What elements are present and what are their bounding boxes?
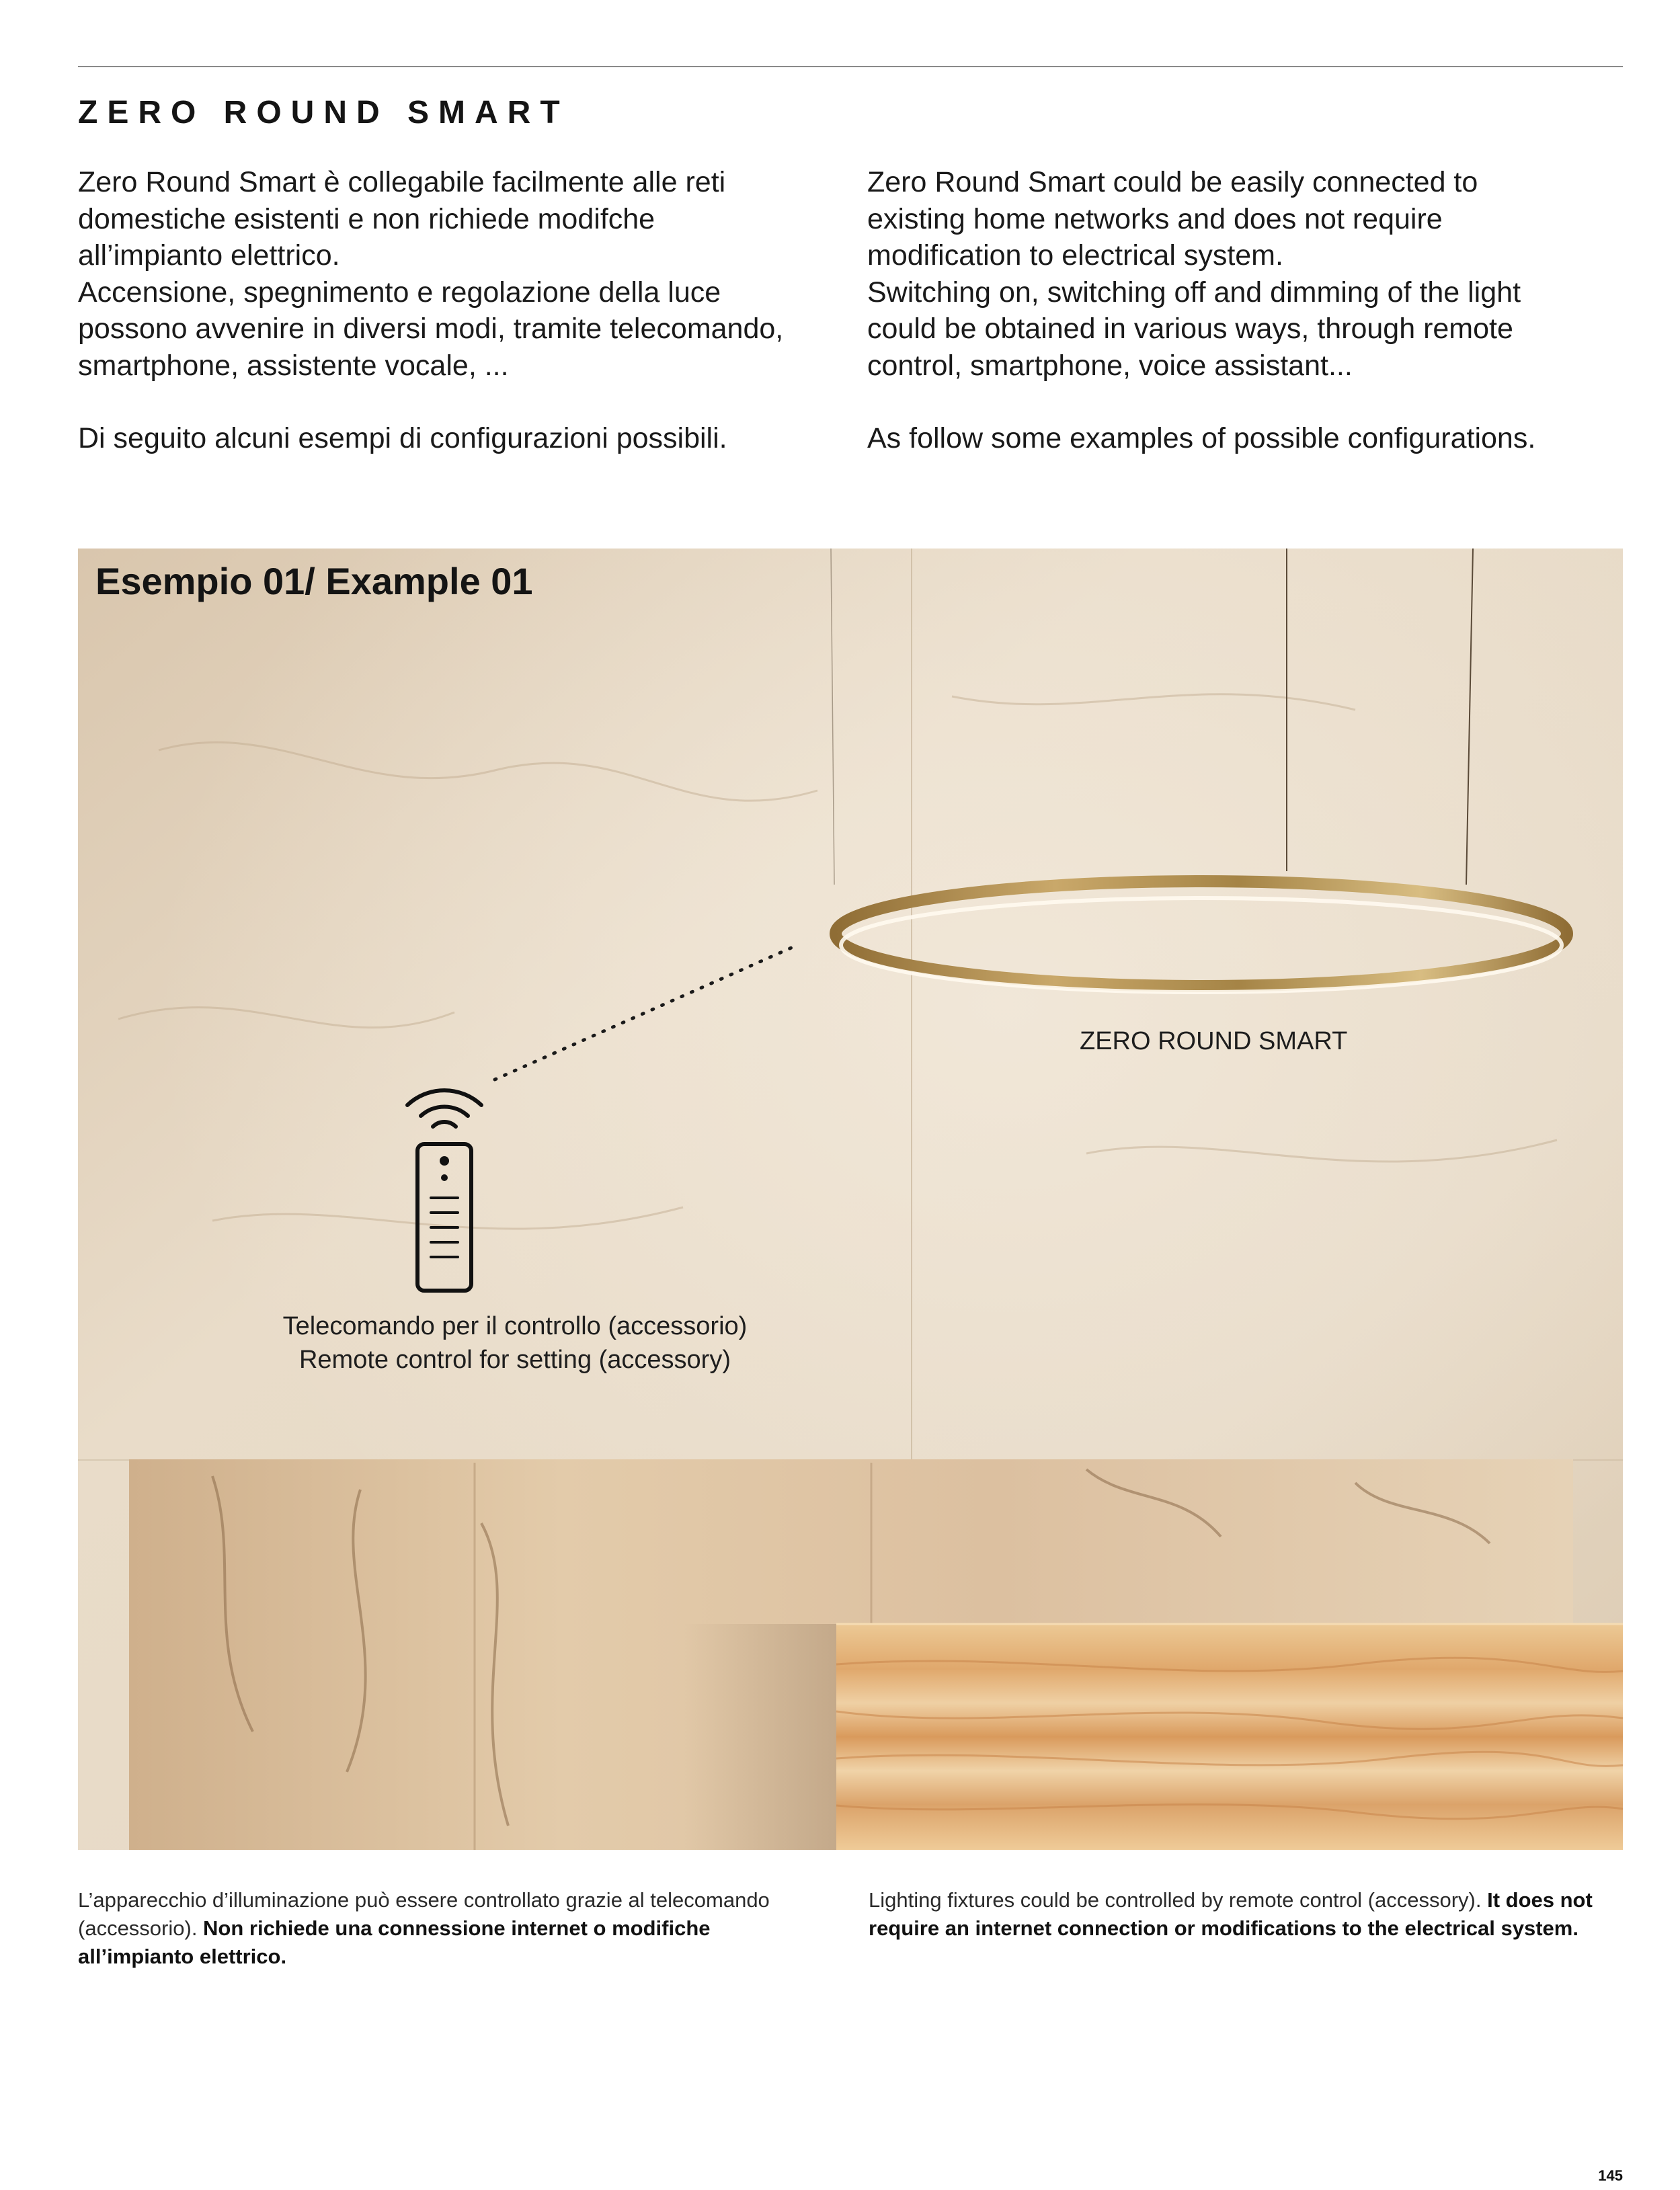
intro-italian [78, 164, 791, 457]
example-photo [78, 549, 1623, 1850]
lamp-label: ZERO ROUND SMART [1080, 1027, 1348, 1055]
intro-en-paragraph-2: Switching on, switching off and dimming of the light could be obtained in various ways, through remote control, smartphone, voice assistant... [867, 276, 1521, 382]
intro-english [867, 164, 1580, 457]
intro-it-paragraph-3: Di seguito alcuni esempi di configurazioni possibili. [78, 422, 727, 454]
caption-italian [78, 1886, 824, 1971]
intro-it-paragraph-2: Accensione, spegnimento e regolazione della luce possono avvenire in diversi modi, tramite telecomando, smartphone, assistente vocale, ... [78, 276, 784, 382]
remote-label [152, 1309, 878, 1377]
caption-it-text: L’apparecchio d’illuminazione può essere controllato grazie al telecomando (accessorio). [78, 1888, 770, 1940]
remote-control-icon [394, 1070, 508, 1299]
top-rule [78, 66, 1623, 67]
caption-en-bold: It does not require an internet connection or modifications to the electrical system. [869, 1888, 1593, 1940]
example-label: Esempio 01/ Example 01 [95, 560, 533, 602]
caption-it-bold: Non richiede una connessione internet o modifiche all’impianto elettrico. [78, 1916, 711, 1968]
page-title: ZERO ROUND SMART [78, 95, 569, 130]
remote-label-english: Remote control for setting (accessory) [298, 1346, 731, 1374]
intro-en-paragraph-1: Zero Round Smart could be easily connected to existing home networks and does not require modification to electrical system. [867, 166, 1478, 272]
wifi-signal-icon [407, 1090, 481, 1127]
remote-label-italian: Telecomando per il controllo (accessorio) [282, 1312, 748, 1340]
intro-en-paragraph-3: As follow some examples of possible configurations. [867, 422, 1536, 454]
page-number: 145 [1598, 2167, 1623, 2184]
intro-it-paragraph-1: Zero Round Smart è collegabile facilmente alle reti domestiche esistenti e non richiede modifche all’impianto elettrico. [78, 166, 726, 272]
caption-en-text: Lighting fixtures could be controlled by remote control (accessory). [869, 1888, 1488, 1912]
interior-scene [78, 549, 1623, 1850]
caption-english [869, 1886, 1615, 1943]
